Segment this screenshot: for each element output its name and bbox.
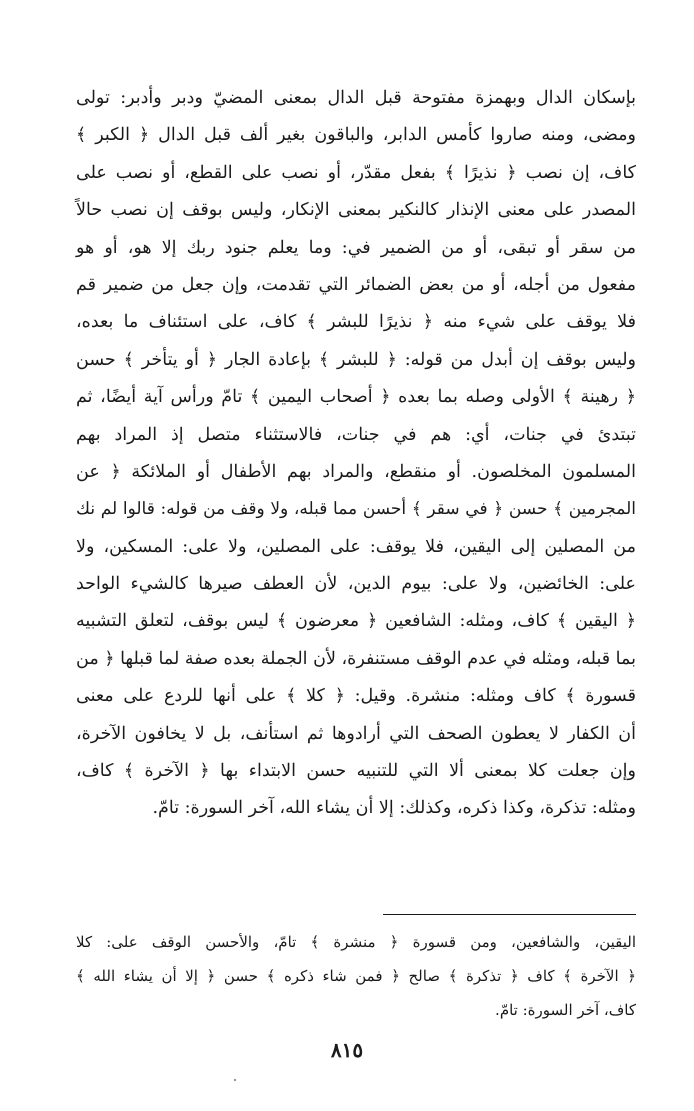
main-text-line: المجرمين ﴾ حسن ﴿ في سقر ﴾ أحسن مما قبله، ولا وقف من قوله: قالوا لم نك xyxy=(76,499,636,520)
main-text-line: ومثله: تذكرة، وكذا ذكره، وكذلك: إلا أن يشاء الله، آخر السورة: تامّ. xyxy=(152,798,636,819)
main-text-line: مفعول من أجله، أو من بعض الضمائر التي تقدمت، وإن جعل من ضمير قم xyxy=(76,274,636,295)
footnote-line: اليقين، والشافعين، ومن قسورة ﴿ منشرة ﴾ تامّ، والأحسن الوقف على: كلا xyxy=(76,933,636,951)
main-text-line: وإن جعلت كلا بمعنى ألا التي للتنبيه حسن الابتداء بها ﴿ الآخرة ﴾ كاف، xyxy=(76,761,636,782)
main-text-line: كاف، إن نصب ﴿ نذيرًا ﴾ بفعل مقدّر، أو نصب على القطع، أو نصب على xyxy=(76,162,636,183)
footnote-line: كاف، آخر السورة: تامّ. xyxy=(495,1001,636,1019)
main-text-line: من المصلين إلى اليقين، فلا يوقف: على المصلين، ولا على: المسكين، ولا xyxy=(76,536,636,557)
footnote xyxy=(76,925,636,1027)
main-text-body xyxy=(76,80,636,828)
scan-speck xyxy=(234,1079,236,1081)
main-text-line: تبتدئ في جنات، أي: هم في جنات، فالاستثناء متصل إذ المراد بهم xyxy=(76,424,636,445)
main-text-line: من سقر أو تبقى، أو من الضمير في: وما يعلم جنود ربك إلا هو، أو هو xyxy=(76,237,636,258)
main-text-line: وليس بوقف إن أبدل من قوله: ﴿ للبشر ﴾ بإعادة الجار ﴿ أو يتأخر ﴾ حسن xyxy=(76,349,636,370)
main-text-line: ومضى، ومنه صاروا كأمس الدابر، والباقون بغير ألف قبل الدال ﴿ الكبر ﴾ xyxy=(76,125,636,146)
main-text-line: ﴿ اليقين ﴾ كاف، ومثله: الشافعين ﴿ معرضون ﴾ ليس بوقف، لتعلق التشبيه xyxy=(76,611,636,632)
main-text-line: على: الخائضين، ولا على: بيوم الدين، لأن العطف صيرها كالشيء الواحد xyxy=(76,574,636,595)
footnote-separator xyxy=(383,914,636,915)
main-text-line: المسلمون المخلصون. أو منقطع، والمراد بهم الأطفال أو الملائكة ﴿ عن xyxy=(76,461,636,482)
main-text-line: قسورة ﴾ كاف ومثله: منشرة. وقيل: ﴿ كلا ﴾ على أنها للردع على معنى xyxy=(76,686,636,707)
page-number: ٨١٥ xyxy=(330,1038,364,1062)
main-text-line: بإسكان الدال وبهمزة مفتوحة قبل الدال بمعنى المضيّ ودبر وأدبر: تولى xyxy=(76,88,636,108)
main-text-line: فلا يوقف على شيء منه ﴿ نذيرًا للبشر ﴾ كاف، على استئناف ما بعده، xyxy=(76,312,636,333)
main-text-line: أن الكفار لا يعطون الصحف التي أرادوها ثم استأنف، بل لا يخافون الآخرة، xyxy=(76,723,636,744)
main-text-line: بما قبله، ومثله في عدم الوقف مستنفرة، لأن الجملة بعده صفة لما قبلها ﴿ من xyxy=(76,648,636,669)
main-text-line: ﴿ رهينة ﴾ الأولى وصله بما بعده ﴿ أصحاب اليمين ﴾ تامّ ورأس آية أيضًا، ثم xyxy=(76,387,636,408)
footnote-line: ﴿ الآخرة ﴾ كاف ﴿ تذكرة ﴾ صالح ﴿ فمن شاء ذكره ﴾ حسن ﴿ إلا أن يشاء الله ﴾ xyxy=(76,967,636,985)
main-text-line: المصدر على معنى الإنذار كالنكير بمعنى الإنكار، وليس بوقف إن نصب حالاً xyxy=(76,200,636,221)
